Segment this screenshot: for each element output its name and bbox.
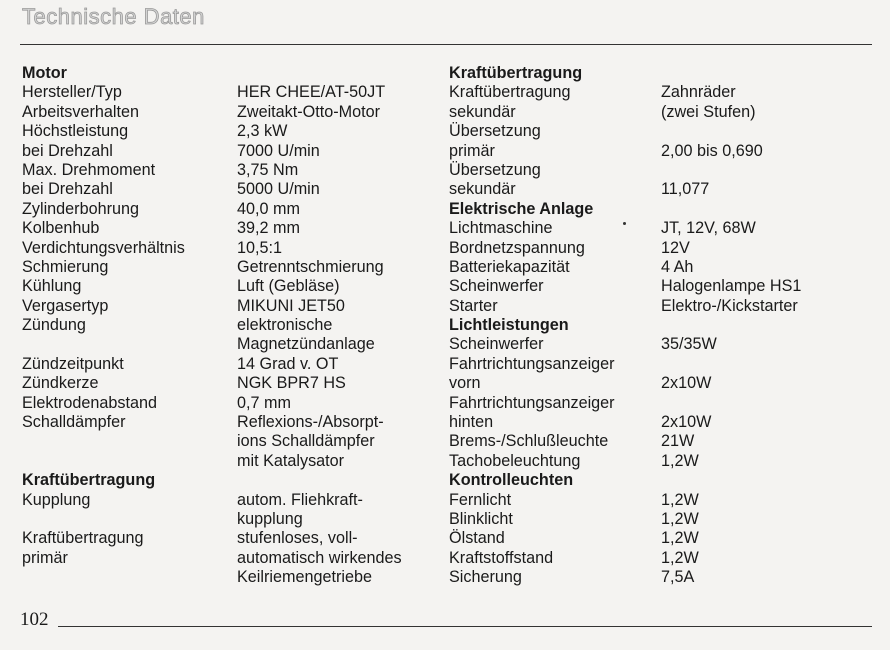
- spec-value: 21W: [661, 432, 695, 451]
- spec-label: Übersetzung: [449, 122, 541, 141]
- spec-value: (zwei Stufen): [661, 102, 756, 121]
- spec-value: 1,2W: [661, 529, 699, 548]
- section-heading: Elektrische Anlage: [449, 199, 594, 218]
- right-values-column: [661, 64, 876, 588]
- spec-value: 11,077: [661, 180, 710, 199]
- spec-label: Zündzeitpunkt: [22, 354, 124, 373]
- spec-value: 40,0 mm: [237, 199, 300, 218]
- spec-value: 10,5:1: [237, 238, 283, 257]
- spec-label: Elektrodenabstand: [22, 393, 157, 412]
- spec-label: Fahrtrichtungsanzeiger: [449, 393, 615, 412]
- spec-value: Magnetzündanlage: [237, 335, 375, 354]
- spec-value: 0,7 mm: [237, 393, 291, 412]
- spec-value: [661, 122, 876, 141]
- spec-label: Höchstleistung: [22, 122, 129, 141]
- spec-value: automatisch wirkendes: [237, 548, 402, 567]
- spec-value: [661, 471, 876, 490]
- left-values-column: [237, 64, 452, 588]
- page-number: 102: [20, 609, 49, 630]
- spec-value: ions Schalldämpfer: [237, 432, 375, 451]
- spec-value: kupplung: [237, 509, 303, 528]
- spec-label: Kühlung: [22, 277, 82, 296]
- spec-label: Kolbenhub: [22, 219, 100, 238]
- spec-value: 7000 U/min: [237, 141, 320, 160]
- spec-label: Tachobeleuchtung: [449, 451, 581, 470]
- spec-value: [661, 355, 876, 374]
- spec-label: primär: [22, 548, 68, 567]
- spec-value: Halogenlampe HS1: [661, 277, 802, 296]
- spec-value: stufenloses, voll-: [237, 529, 358, 548]
- spec-value: MIKUNI JET50: [237, 296, 345, 315]
- spec-label: Schmierung: [22, 257, 109, 276]
- spec-value: Getrenntschmierung: [237, 257, 384, 276]
- spec-value: 1,2W: [661, 548, 699, 567]
- spec-label: [22, 432, 237, 451]
- spec-label: Ölstand: [449, 529, 505, 548]
- spec-value: autom. Fliehkraft-: [237, 490, 363, 509]
- spec-value: 7,5A: [661, 568, 695, 587]
- spec-label: Batteriekapazität: [449, 257, 570, 276]
- spec-label: Scheinwerfer: [449, 335, 544, 354]
- spec-value: 5000 U/min: [237, 180, 320, 199]
- section-heading: Lichtleistungen: [449, 316, 569, 335]
- spec-label: Verdichtungsverhältnis: [22, 238, 185, 257]
- spec-label: Bordnetzspannung: [449, 238, 585, 257]
- spec-value: Zahnräder: [661, 83, 736, 102]
- section-heading: Kraftübertragung: [449, 64, 583, 82]
- spec-label: Lichtmaschine: [449, 219, 553, 238]
- spec-value: [661, 161, 876, 180]
- spec-label: Kraftübertragung: [449, 83, 571, 102]
- spec-value: NGK BPR7 HS: [237, 374, 346, 393]
- spec-label: Sicherung: [449, 568, 522, 587]
- right-labels-column: [449, 64, 661, 588]
- bottom-rule: [58, 626, 872, 627]
- spec-label: hinten: [449, 413, 494, 432]
- spec-label: Scheinwerfer: [449, 277, 544, 296]
- spec-value: elektronische: [237, 316, 333, 335]
- spec-value: HER CHEE/AT-50JT: [237, 83, 386, 102]
- spec-value: 2x10W: [661, 374, 712, 393]
- page-title: Technische Daten: [22, 4, 205, 29]
- spec-label: Zylinderbohrung: [22, 199, 139, 218]
- spec-value: 35/35W: [661, 335, 717, 354]
- spec-label: Fahrtrichtungsanzeiger: [449, 354, 615, 373]
- spec-label: Übersetzung: [449, 160, 541, 179]
- spec-value: 3,75 Nm: [237, 160, 299, 179]
- spec-value: Elektro-/Kickstarter: [661, 296, 798, 315]
- spec-label: Fernlicht: [449, 490, 512, 509]
- spec-label: Hersteller/Typ: [22, 83, 122, 102]
- top-rule: [20, 44, 872, 45]
- spec-label: [22, 335, 237, 354]
- spec-label: Max. Drehmoment: [22, 160, 156, 179]
- spec-label: sekundär: [449, 180, 516, 199]
- spec-value: 14 Grad v. OT: [237, 354, 339, 373]
- spec-value: Keilriemengetriebe: [237, 568, 372, 587]
- spec-label: primär: [449, 141, 495, 160]
- spec-value: 1,2W: [661, 509, 699, 528]
- spec-value: [661, 394, 876, 413]
- spec-value: Luft (Gebläse): [237, 277, 340, 296]
- spec-value: 2,00 bis 0,690: [661, 141, 763, 160]
- spec-label: Kupplung: [22, 490, 91, 509]
- spec-label: Zündkerze: [22, 374, 99, 393]
- spec-value: [237, 471, 452, 490]
- section-heading: Kontrolleuchten: [449, 471, 574, 490]
- spec-label: Blinklicht: [449, 509, 513, 528]
- spec-value: Reflexions-/Absorpt-: [237, 413, 384, 432]
- spec-label: vorn: [449, 374, 481, 393]
- spec-label: [22, 510, 237, 529]
- spec-value: 2x10W: [661, 413, 712, 432]
- spec-value: [661, 316, 876, 335]
- spec-value: [661, 64, 876, 83]
- spec-label: sekundär: [449, 102, 516, 121]
- left-labels-column: [22, 64, 237, 588]
- section-heading: Motor: [22, 64, 67, 82]
- spec-value: 39,2 mm: [237, 219, 300, 238]
- spec-value: mit Katalysator: [237, 451, 345, 470]
- spec-value: [237, 64, 452, 83]
- spec-label: [22, 452, 237, 471]
- spec-label: [22, 568, 237, 587]
- spec-value: 1,2W: [661, 451, 699, 470]
- section-heading: Kraftübertragung: [22, 471, 156, 490]
- spec-label: Brems-/Schlußleuchte: [449, 432, 609, 451]
- spec-label: Schalldämpfer: [22, 413, 126, 432]
- spec-label: Kraftübertragung: [22, 529, 144, 548]
- spec-label: Arbeitsverhalten: [22, 102, 139, 121]
- spec-value: 4 Ah: [661, 257, 694, 276]
- spec-value: 1,2W: [661, 490, 699, 509]
- spec-label: bei Drehzahl: [22, 141, 113, 160]
- spec-value: JT, 12V, 68W: [661, 219, 756, 238]
- spec-value: Zweitakt-Otto-Motor: [237, 102, 381, 121]
- spec-label: Starter: [449, 296, 498, 315]
- spec-value: [661, 200, 876, 219]
- spec-label: Vergasertyp: [22, 296, 109, 315]
- spec-value: 12V: [661, 238, 690, 257]
- spec-label: Zündung: [22, 316, 86, 335]
- speck-mark: [623, 222, 626, 225]
- spec-value: 2,3 kW: [237, 122, 288, 141]
- spec-label: bei Drehzahl: [22, 180, 113, 199]
- spec-label: Kraftstoffstand: [449, 548, 554, 567]
